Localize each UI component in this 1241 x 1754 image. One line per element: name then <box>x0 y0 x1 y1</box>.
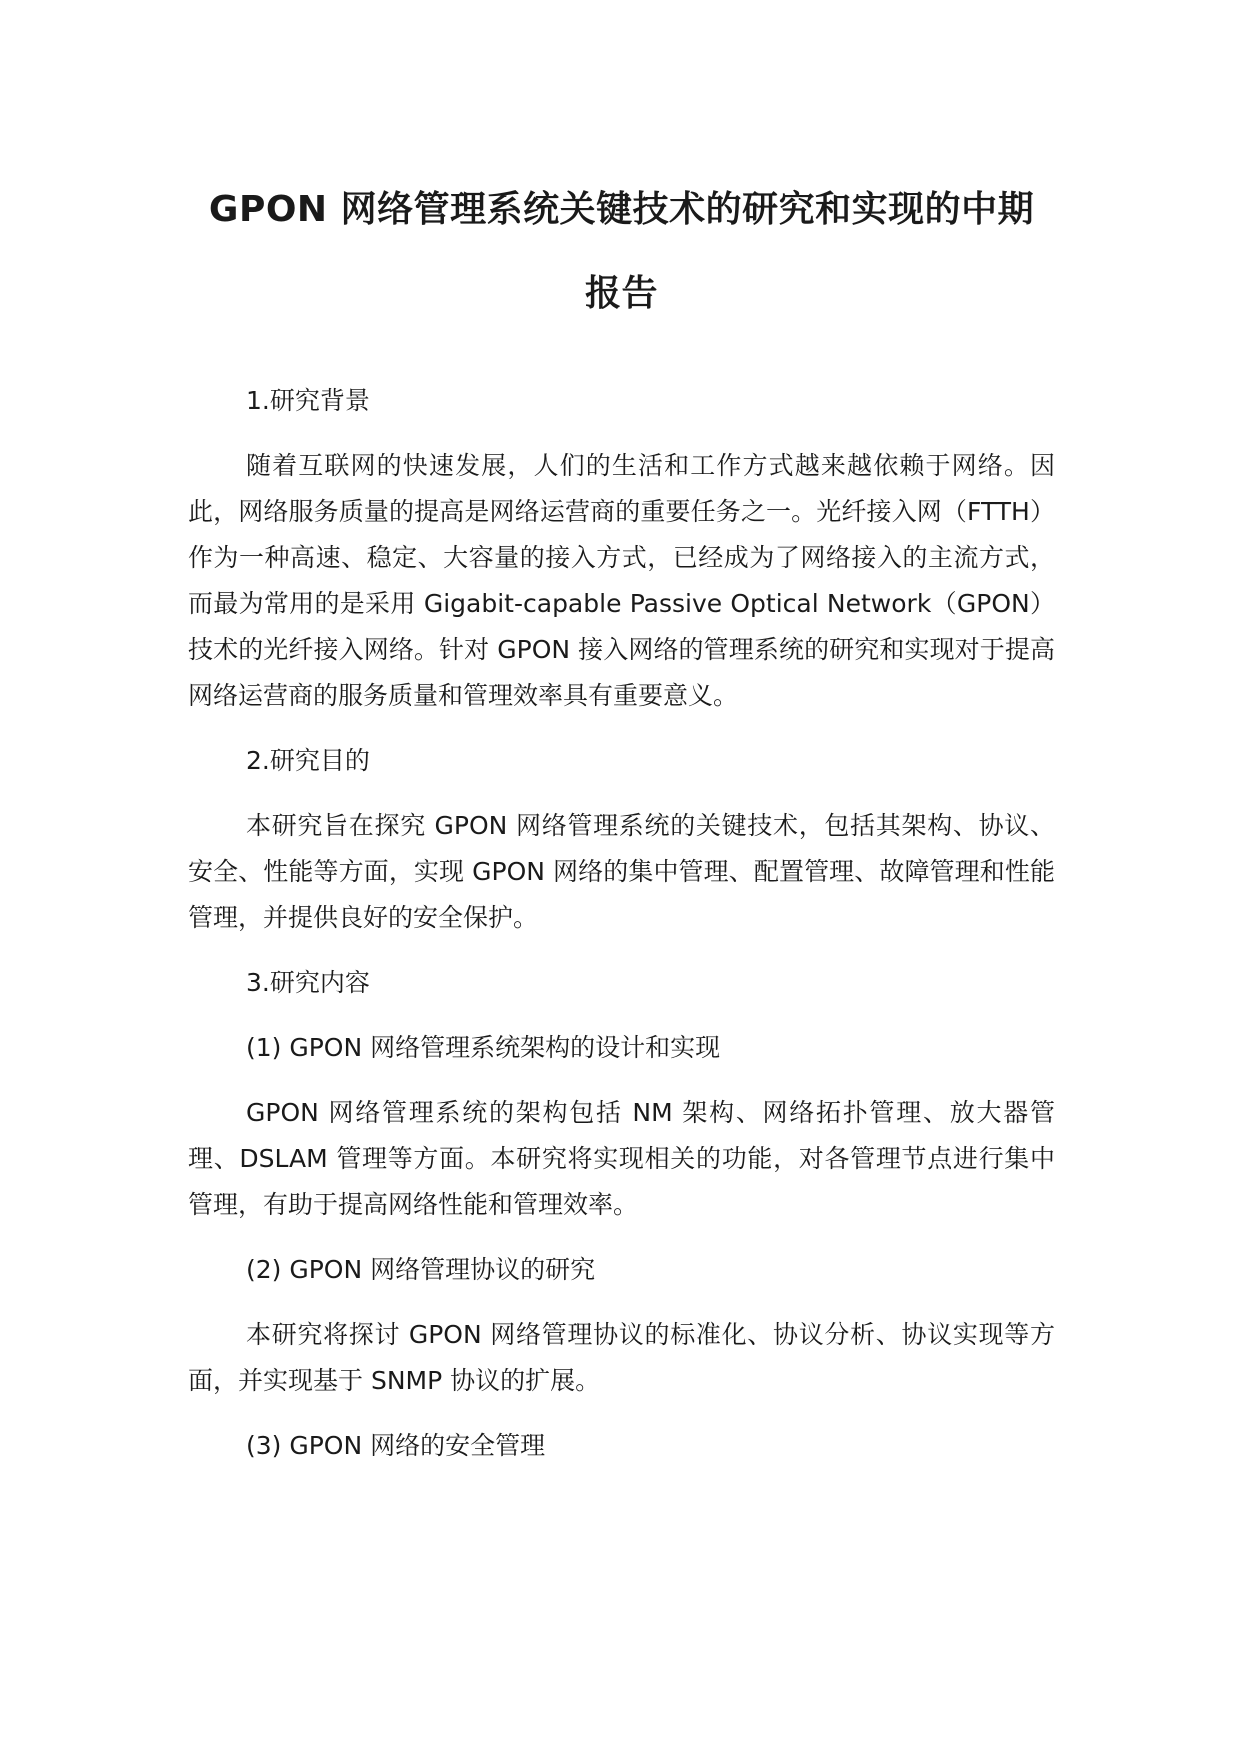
paragraph-background: 随着互联网的快速发展，人们的生活和工作方式越来越依赖于网络。因此，网络服务质量的提高是网络运营商的重要任务之一。光纤接入网（FTTH）作为一种高速、稳定、大容量的接入方式，已经成为了网络接入的主流方式，而最为常用的是采用 Gigabit-capable Passive Optical Network（GPON）技术的光纤接入网络。针对 GPON 接入网络的管理系统的研究和实现对于提高网络运营商的服务质量和管理效率具有重要意义。 <box>188 451 1055 710</box>
section-heading-background: 1.研究背景 <box>246 386 370 415</box>
title-line-1: GPON 网络管理系统关键技术的研究和实现的中期 <box>208 189 1035 230</box>
title-line-2: 报告 <box>584 273 658 314</box>
document-title <box>188 168 1055 336</box>
section-heading-content: 3.研究内容 <box>246 968 370 997</box>
document-body <box>188 378 1055 1469</box>
paragraph-protocol: 本研究将探讨 GPON 网络管理协议的标准化、协议分析、协议实现等方面，并实现基于 SNMP 协议的扩展。 <box>188 1320 1055 1395</box>
paragraph-architecture: GPON 网络管理系统的架构包括 NM 架构、网络拓扑管理、放大器管理、DSLAM 管理等方面。本研究将实现相关的功能，对各管理节点进行集中管理，有助于提高网络性能和管理效率。 <box>188 1098 1055 1219</box>
subsection-heading-architecture: (1) GPON 网络管理系统架构的设计和实现 <box>246 1033 721 1062</box>
section-heading-purpose: 2.研究目的 <box>246 746 370 775</box>
subsection-heading-security: (3) GPON 网络的安全管理 <box>246 1431 546 1460</box>
subsection-heading-protocol: (2) GPON 网络管理协议的研究 <box>246 1255 596 1284</box>
paragraph-purpose: 本研究旨在探究 GPON 网络管理系统的关键技术，包括其架构、协议、安全、性能等方面，实现 GPON 网络的集中管理、配置管理、故障管理和性能管理，并提供良好的安全保护。 <box>188 811 1055 932</box>
